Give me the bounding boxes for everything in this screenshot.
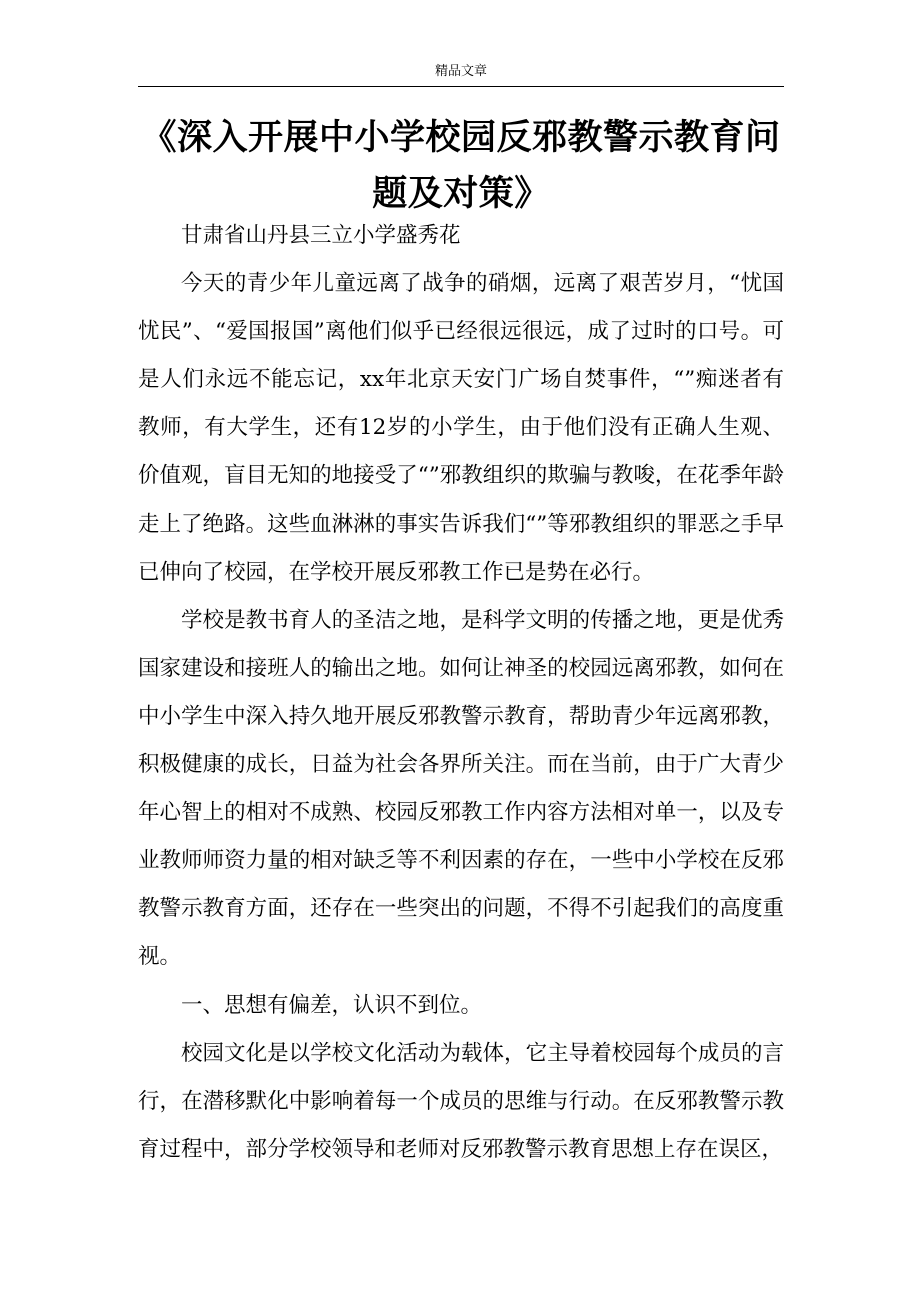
- paragraph: 今天的青少年儿童远离了战争的硝烟，远离了艰苦岁月，“忧国忧民”、“爱国报国”离他们似乎已经很远很远，成了过时的口号。可是人们永远不能忘记，xx年北京天安门广场自焚事件，“”痴迷者有教师，有大学生，还有12岁的小学生，由于他们没有正确人生观、价值观，盲目无知的地接受了“”邪教组织的欺骗与教唆，在花季年龄走上了绝路。这些血淋淋的事实告诉我们“”等邪教组织的罪恶之手早已伸向了校园，在学校开展反邪教工作已是势在必行。: [138, 271, 784, 585]
- paragraph: 校园文化是以学校文化活动为载体，它主导着校园每个成员的言行，在潜移默化中影响着每一个成员的思维与行动。在反邪教警示教育过程中，部分学校领导和老师对反邪教警示教育思想上存在误区，: [138, 1040, 784, 1162]
- header-divider: [138, 86, 784, 87]
- paragraph: 学校是教书育人的圣洁之地，是科学文明的传播之地，更是优秀国家建设和接班人的输出之地。如何让神圣的校园远离邪教，如何在中小学生中深入持久地开展反邪教警示教育，帮助青少年远离邪教，积极健康的成长，日益为社会各界所关注。而在当前，由于广大青少年心智上的相对不成熟、校园反邪教工作内容方法相对单一，以及专业教师师资力量的相对缺乏等不利因素的存在，一些中小学校在反邪教警示教育方面，还存在一些突出的问题，不得不引起我们的高度重视。: [138, 607, 784, 970]
- document-body: [138, 212, 784, 1174]
- section-heading: 一、思想有偏差，认识不到位。: [181, 992, 483, 1018]
- document-title: 《深入开展中小学校园反邪教警示教育问题及对策》: [141, 118, 781, 214]
- page-header: 精品文章: [434, 64, 487, 79]
- author-line: 甘肃省山丹县三立小学盛秀花: [181, 223, 461, 248]
